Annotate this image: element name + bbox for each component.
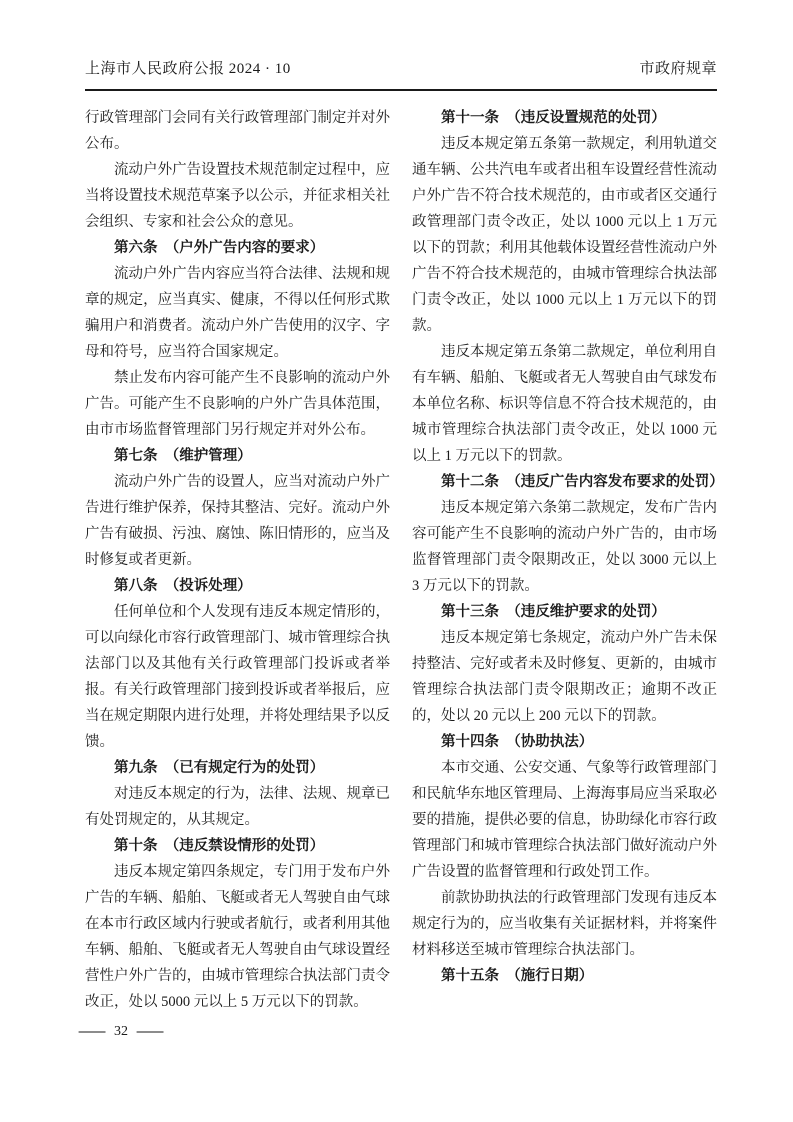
article-heading: 第九条 （已有规定行为的处罚） xyxy=(114,760,325,776)
gazette-title: 上海市人民政府公报 2024 · 10 xyxy=(85,61,291,77)
footer-dash-left: — xyxy=(78,1024,106,1039)
paragraph: 违反本规定第四条规定，专门用于发布户外广告的车辆、船舶、飞艇或者无人驾驶自由气球在本市行政区域内行驶或者航行，或者利用其他车辆、船舶、飞艇或者无人驾驶自由气球设置经营性户外广告的，由城市管理综合执法部门责令改正，处以 5000 元以上 5 万元以下的罚款。 xyxy=(85,864,390,1010)
footer-dash-right: — xyxy=(136,1024,164,1039)
paragraph: 行政管理部门会同有关行政管理部门制定并对外公布。 xyxy=(85,110,390,152)
article-heading: 第十二条 （违反广告内容发布要求的处罚） xyxy=(441,474,724,490)
article-heading: 第八条 （投诉处理） xyxy=(114,578,252,594)
page-number: 32 xyxy=(114,1024,128,1039)
header-divider xyxy=(85,89,717,91)
paragraph: 违反本规定第五条第一款规定，利用轨道交通车辆、公共汽电车或者出租车设置经营性流动户外广告不符合技术规范的，由市或者区交通行政管理部门责令改正，处以 1000 元以上 1 万元以下的罚款；利用其他载体设置经营性流动户外广告不符合技术规范的，由城市管理综合执法部门责令改正，处以 1000 元以上 1 万元以下的罚款。 xyxy=(412,136,717,334)
page-header xyxy=(85,58,717,80)
article-heading: 第十条 （违反禁设情形的处罚） xyxy=(114,838,325,854)
paragraph: 本市交通、公安交通、气象等行政管理部门和民航华东地区管理局、上海海事局应当采取必要的措施，提供必要的信息，协助绿化市容行政管理部门和城市管理综合执法部门做好流动户外广告设置的监督管理和行政处罚工作。 xyxy=(412,760,717,880)
article-heading: 第七条 （维护管理） xyxy=(114,448,252,464)
article-heading: 第十四条 （协助执法） xyxy=(441,734,594,750)
paragraph: 违反本规定第五条第二款规定，单位利用自有车辆、船舶、飞艇或者无人驾驶自由气球发布本单位名称、标识等信息不符合技术规范的，由城市管理综合执法部门责令改正，处以 1000 元以上 1 万元以下的罚款。 xyxy=(412,344,717,464)
paragraph: 流动户外广告内容应当符合法律、法规和规章的规定，应当真实、健康，不得以任何形式欺骗用户和消费者。流动户外广告使用的汉字、字母和符号，应当符合国家规定。 xyxy=(85,266,390,360)
paragraph: 禁止发布内容可能产生不良影响的流动户外广告。可能产生不良影响的户外广告具体范围，由市市场监督管理部门另行规定并对外公布。 xyxy=(85,370,390,438)
text-column-right xyxy=(412,105,724,1015)
paragraph: 违反本规定第七条规定，流动户外广告未保持整洁、完好或者未及时修复、更新的，由城市管理综合执法部门责令限期改正；逾期不改正的，处以 20 元以上 200 元以下的罚款。 xyxy=(412,630,717,724)
document-body xyxy=(85,105,724,1015)
article-heading: 第十一条 （违反设置规范的处罚） xyxy=(441,110,666,126)
paragraph: 流动户外广告的设置人，应当对流动户外广告进行维护保养，保持其整洁、完好。流动户外广告有破损、污浊、腐蚀、陈旧情形的，应当及时修复或者更新。 xyxy=(85,474,390,568)
paragraph: 前款协助执法的行政管理部门发现有违反本规定行为的，应当收集有关证据材料，并将案件材料移送至城市管理综合执法部门。 xyxy=(412,890,717,958)
article-heading: 第十三条 （违反维护要求的处罚） xyxy=(441,604,666,620)
article-heading: 第十五条 （施行日期） xyxy=(441,968,594,984)
paragraph: 流动户外广告设置技术规范制定过程中，应当将设置技术规范草案予以公示，并征求相关社会组织、专家和社会公众的意见。 xyxy=(85,162,390,230)
page-footer xyxy=(78,1024,164,1040)
article-heading: 第六条 （户外广告内容的要求） xyxy=(114,240,325,256)
text-column-left xyxy=(85,105,390,1015)
paragraph: 违反本规定第六条第二款规定，发布广告内容可能产生不良影响的流动户外广告的，由市场监督管理部门责令限期改正，处以 3000 元以上 3 万元以下的罚款。 xyxy=(412,500,717,594)
paragraph: 任何单位和个人发现有违反本规定情形的，可以向绿化市容行政管理部门、城市管理综合执法部门以及其他有关行政管理部门投诉或者举报。有关行政管理部门接到投诉或者举报后，应当在规定期限内进行处理，并将处理结果予以反馈。 xyxy=(85,604,390,750)
section-label: 市政府规章 xyxy=(639,61,717,77)
paragraph: 对违反本规定的行为，法律、法规、规章已有处罚规定的，从其规定。 xyxy=(85,786,390,828)
